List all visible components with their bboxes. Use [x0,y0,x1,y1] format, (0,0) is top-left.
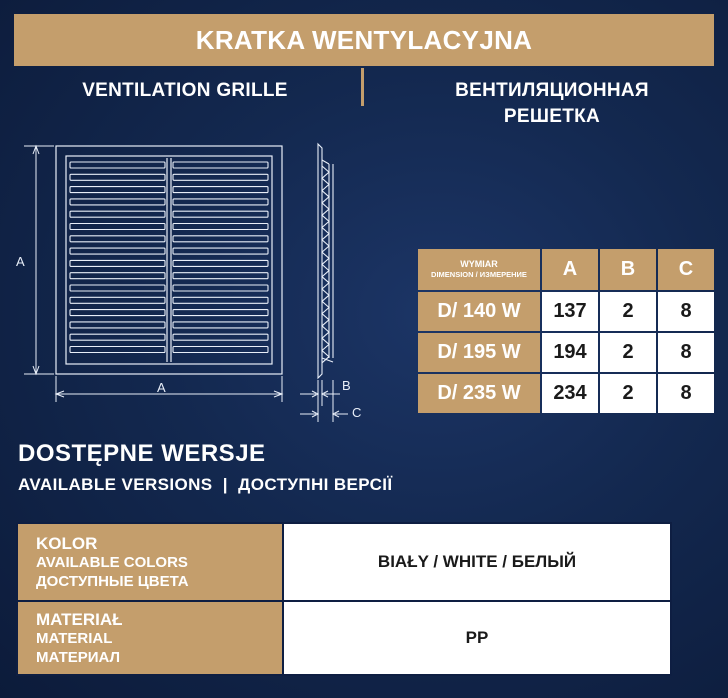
dimension-b-c [300,380,348,422]
grille-slat [173,297,268,303]
grille-slat [173,224,268,230]
spec-label-pl: KOLOR [36,533,98,553]
spec-label-cell [17,523,283,601]
row-name: D/ 235 W [418,374,540,413]
label-a-vertical: A [16,254,25,269]
grille-slat [70,334,165,340]
dimensions-table [416,247,716,415]
grille-slat [173,347,268,353]
table-row [418,374,714,413]
grille-slat [173,162,268,168]
row-name: D/ 195 W [418,333,540,372]
grille-slat [173,273,268,279]
subtitle-en: VENTILATION GRILLE [82,80,288,101]
specs-table [16,522,672,676]
row-value-a: 194 [542,333,598,372]
grille-slat [70,236,165,242]
row-value-b: 2 [600,292,656,331]
col-header-c: C [658,249,714,290]
grille-slat [70,224,165,230]
spec-label-ru: МАТЕРИАЛ [36,648,121,666]
row-value-a: 137 [542,292,598,331]
grille-slat [173,174,268,180]
col-header-b: B [600,249,656,290]
table-row [418,333,714,372]
spec-label-en: MATERIAL [36,629,113,647]
spec-label-en: AVAILABLE COLORS [36,553,188,571]
title-banner [14,14,714,66]
grille-slat [173,211,268,217]
grille-slat [173,310,268,316]
grille-slat [70,297,165,303]
versions-title: DOSTĘPNE WERSJE [18,440,266,467]
grille-slat [70,310,165,316]
grille-slats [70,162,268,353]
grille-slat [70,285,165,291]
dimension-header-line1: WYMIAR [460,259,498,269]
grille-slat [70,260,165,266]
dimension-a-horizontal [56,376,282,402]
col-header-a: A [542,249,598,290]
row-value-a: 234 [542,374,598,413]
profile-zigzag [322,166,329,363]
grille-slat [173,260,268,266]
grille-slat [70,273,165,279]
spec-label-cell [17,601,283,675]
grille-slat [70,248,165,254]
grille-slat [70,347,165,353]
spec-row-material [17,601,671,675]
grille-slat [173,187,268,193]
subtitle-ru-line1: ВЕНТИЛЯЦИОННАЯ [455,80,649,101]
label-a-horizontal: A [157,380,166,395]
grille-side-profile [318,144,333,378]
dimension-header-line2: DIMENSION / ИЗМЕРЕНИЕ [431,270,527,279]
grille-slat [70,187,165,193]
row-value-b: 2 [600,333,656,372]
row-value-b: 2 [600,374,656,413]
grille-slat [70,174,165,180]
grille-slat [70,162,165,168]
row-name: D/ 140 W [418,292,540,331]
spec-label-pl: MATERIAŁ [36,609,123,629]
subtitle-ru-line2: РЕШЕТКА [503,106,601,127]
table-row [418,292,714,331]
grille-slat [70,211,165,217]
grille-slat [173,199,268,205]
grille-technical-drawing [0,130,400,430]
grille-slat [173,236,268,242]
versions-subtitle: AVAILABLE VERSIONS | ДОСТУПНІ ВЕРСІЇ [18,475,393,494]
row-value-c: 8 [658,333,714,372]
grille-slat [173,334,268,340]
header-divider [361,68,364,106]
spec-row-color [17,523,671,601]
page-title: KRATKA WENTYLACYJNA [195,24,533,55]
spec-value: BIAŁY / WHITE / БЕЛЫЙ [283,523,671,601]
subtitle-ru [392,78,712,130]
dimension-a-vertical [24,146,54,374]
grille-slat [173,248,268,254]
grille-slat [70,322,165,328]
row-value-c: 8 [658,292,714,331]
grille-slat [70,199,165,205]
grille-slat [173,322,268,328]
label-b: B [342,378,351,393]
label-c: C [352,405,362,420]
dimension-header-cell [418,249,540,290]
spec-value: PP [283,601,671,675]
grille-slat [173,285,268,291]
spec-label-ru: ДОСТУПНЫЕ ЦВЕТА [36,572,189,590]
row-value-c: 8 [658,374,714,413]
